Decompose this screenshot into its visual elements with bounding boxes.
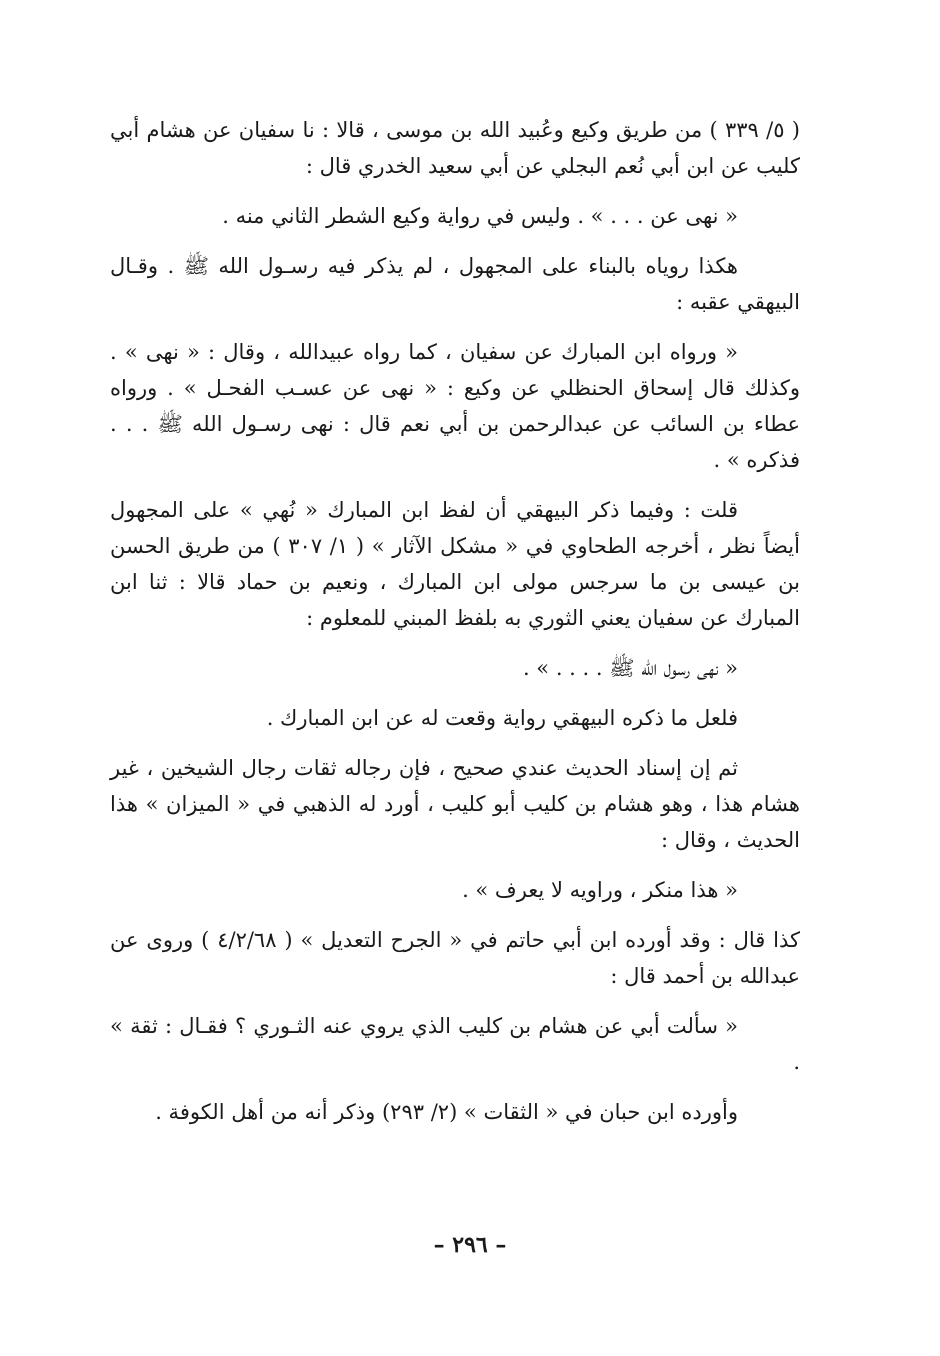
paragraph-isnad: ثم إن إسناد الحديث عندي صحيح ، فإن رجاله ثقات رجال الشيخين ، غير هشام هذا ، وهو هشام بن كليب أبو كليب ، أورد له الذهبي في « الميزان » هذا الحديث ، وقال : [110,756,800,852]
paragraph-bayhaqi-comment: هكذا روياه بالبناء على المجهول ، لم يذكر فيه رسـول الله ﷺ . وقـال البيهقي عقبه : [110,254,800,314]
page-number: – ٢٩٦ – [433,1232,507,1258]
quote-nahy: « نهى عن . . . » . وليس في رواية وكيع الشطر الثاني منه . [222,204,738,228]
quote-dhahabi: « هذا منكر ، وراويه لا يعرف » . [462,878,738,902]
quote-nahy-rasul: « نهى رسول الله ﷺ . . . . » . [522,656,738,680]
paragraph-ibn-hibban: وأورده ابن حبان في « الثقات » (٢/ ٢٩٣) وذكر أنه من أهل الكوفة . [155,1100,738,1124]
paragraph-author-note: قلت : وفيما ذكر البيهقي أن لفظ ابن المبارك « نُهي » على المجهول أيضاً نظر ، أخرجه الطحاوي في « مشكل الآثار » ( ١/ ٣٠٧ ) من طريق الحسن بن عيسى بن ما سرجس مولى ابن المبارك ، ونعيم بن حماد قالا : ثنا ابن المبارك عن سفيان يعني الثوري به بلفظ المبني للمعلوم : [110,498,800,630]
paragraph-ibn-abi-hatim: كذا قال : وقد أورده ابن أبي حاتم في « الجرح التعديل » ( ٤/٢/٦٨ ) وروى عن عبدالله بن أحمد قال : [110,928,800,988]
paragraph-hadith-source: ( ٥/ ٣٣٩ ) من طريق وكيع وعُبيد الله بن موسى ، قالا : نا سفيان عن هشام أبي كليب عن ابن أبي نُعم البجلي عن أبي سعيد الخدري قال : [110,118,800,178]
quote-ahmad: « سألت أبي عن هشام بن كليب الذي يروي عنه الثـوري ؟ فقـال : ثقة » . [110,1014,800,1074]
quote-bayhaqi: « ورواه ابن المبارك عن سفيان ، كما رواه عبيدالله ، وقال : « نهى » . وكذلك قال إسحاق الحنظلي عن وكيع : « نهى عن عسـب الفحـل » . ورواه عطاء بن السائب عن عبدالرحمن بن أبي نعم قال : نهى رسـول الله ﷺ . . . فذكره » . [110,340,800,472]
paragraph-conclusion: فلعل ما ذكره البيهقي رواية وقعت له عن ابن المبارك . [266,706,738,730]
page-body [110,112,800,1144]
